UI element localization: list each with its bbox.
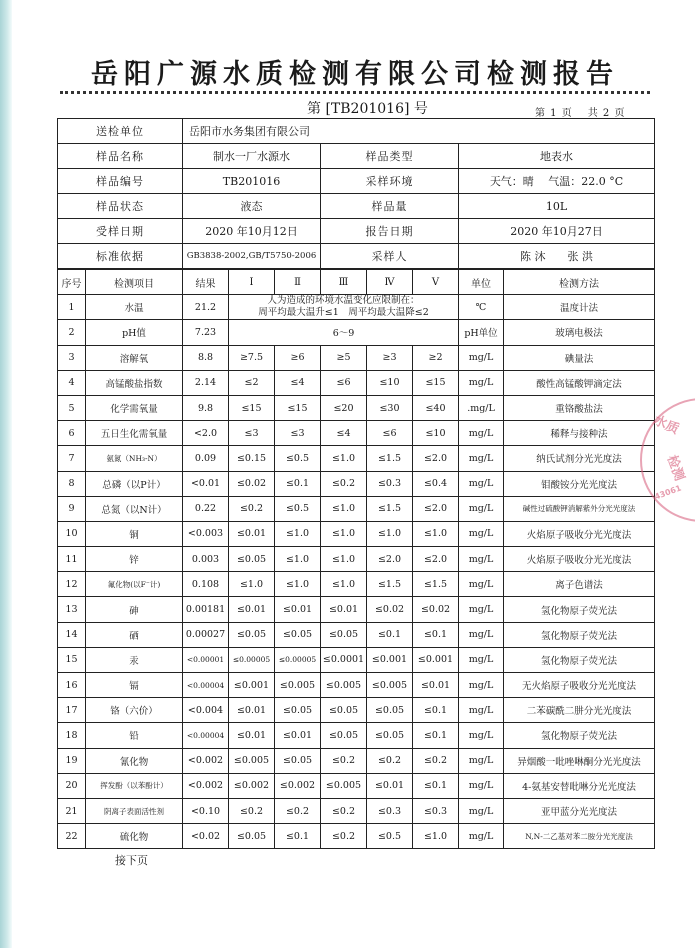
info-label: 采样环境 bbox=[321, 169, 459, 194]
cell-class-v: ≤0.1 bbox=[413, 622, 459, 647]
cell-class-i: ≤0.05 bbox=[229, 622, 275, 647]
info-value: TB201016 bbox=[183, 169, 321, 194]
ph-range: 6～9 bbox=[229, 320, 459, 345]
cell-no: 18 bbox=[58, 723, 86, 748]
cell-item: 高锰酸盐指数 bbox=[86, 370, 183, 395]
temperature-note-line: 人为造成的环境水温变化应限制在： bbox=[267, 295, 420, 307]
cell-method: 无火焰原子吸收分光光度法 bbox=[504, 673, 655, 698]
cell-unit: mg/L bbox=[459, 345, 504, 370]
table-row bbox=[58, 345, 655, 370]
column-header: 检测方法 bbox=[504, 270, 655, 295]
info-row bbox=[58, 244, 655, 269]
cell-class-ii: ≤15 bbox=[275, 395, 321, 420]
cell-no: 21 bbox=[58, 798, 86, 823]
cell-result: <0.01 bbox=[183, 471, 229, 496]
cell-item: 溶解氧 bbox=[86, 345, 183, 370]
column-header: Ⅲ bbox=[321, 270, 367, 295]
cell-unit: .mg/L bbox=[459, 395, 504, 420]
cell-class-iv: ≤0.01 bbox=[367, 773, 413, 798]
cell-result: 7.23 bbox=[183, 320, 229, 345]
cell-class-v: ≤2.0 bbox=[413, 446, 459, 471]
cell-item: 汞 bbox=[86, 647, 183, 672]
cell-class-iv: ≤0.05 bbox=[367, 698, 413, 723]
cell-class-iv: ≤1.5 bbox=[367, 496, 413, 521]
info-value: 陈 沐 张 洪 bbox=[459, 244, 655, 269]
cell-item: 总氮（以N计） bbox=[86, 496, 183, 521]
cell-class-iii: ≤20 bbox=[321, 395, 367, 420]
cell-method: 氢化物原子荧光法 bbox=[504, 622, 655, 647]
info-label: 报告日期 bbox=[321, 219, 459, 244]
page-current: 第 1 页 bbox=[535, 108, 572, 119]
cell-unit: mg/L bbox=[459, 547, 504, 572]
cell-method: N,N-二乙基对苯二胺分光光度法 bbox=[504, 824, 655, 849]
cell-class-ii: ≤4 bbox=[275, 370, 321, 395]
cell-result: 0.00027 bbox=[183, 622, 229, 647]
cell-class-iv: ≤30 bbox=[367, 395, 413, 420]
cell-no: 16 bbox=[58, 673, 86, 698]
cell-method: 酸性高锰酸钾滴定法 bbox=[504, 370, 655, 395]
cell-class-i: ≤0.01 bbox=[229, 521, 275, 546]
cell-class-v: ≤15 bbox=[413, 370, 459, 395]
cell-class-ii: ≤0.1 bbox=[275, 824, 321, 849]
cell-class-i: ≤0.02 bbox=[229, 471, 275, 496]
title-underline bbox=[60, 91, 650, 94]
info-value: 2020 年10月12日 bbox=[183, 219, 321, 244]
cell-class-iii: ≤1.0 bbox=[321, 572, 367, 597]
report-number: 第 [TB201016] 号 bbox=[307, 101, 428, 117]
cell-method: 火焰原子吸收分光光度法 bbox=[504, 521, 655, 546]
cell-unit: mg/L bbox=[459, 572, 504, 597]
column-header: Ⅱ bbox=[275, 270, 321, 295]
cell-class-v: ≤0.2 bbox=[413, 748, 459, 773]
cell-class-iii: ≥5 bbox=[321, 345, 367, 370]
cell-class-ii: ≤1.0 bbox=[275, 547, 321, 572]
info-value: 液态 bbox=[183, 194, 321, 219]
cell-class-i: ≤15 bbox=[229, 395, 275, 420]
info-value: 2020 年10月27日 bbox=[459, 219, 655, 244]
cell-unit: mg/L bbox=[459, 421, 504, 446]
cell-no: 19 bbox=[58, 748, 86, 773]
cell-method: 氢化物原子荧光法 bbox=[504, 647, 655, 672]
table-row bbox=[58, 496, 655, 521]
cell-no: 2 bbox=[58, 320, 86, 345]
cell-class-ii: ≥6 bbox=[275, 345, 321, 370]
table-row bbox=[58, 421, 655, 446]
info-label: 送检单位 bbox=[58, 119, 183, 144]
cell-class-iv: ≤0.02 bbox=[367, 597, 413, 622]
cell-class-ii: ≤0.05 bbox=[275, 698, 321, 723]
info-value: 制水一厂水源水 bbox=[183, 144, 321, 169]
cell-class-iii: ≤0.05 bbox=[321, 698, 367, 723]
cell-method: 温度计法 bbox=[504, 295, 655, 320]
cell-class-i: ≤2 bbox=[229, 370, 275, 395]
cell-class-v: ≤0.02 bbox=[413, 597, 459, 622]
cell-class-iii: ≤1.0 bbox=[321, 547, 367, 572]
info-row bbox=[58, 219, 655, 244]
cell-no: 15 bbox=[58, 647, 86, 672]
cell-class-v: ≤0.3 bbox=[413, 798, 459, 823]
page-total: 共 2 页 bbox=[587, 108, 625, 119]
cell-unit: mg/L bbox=[459, 370, 504, 395]
cell-no: 9 bbox=[58, 496, 86, 521]
cell-class-v: ≤1.0 bbox=[413, 824, 459, 849]
cell-result: <0.004 bbox=[183, 698, 229, 723]
cell-method: 亚甲蓝分光光度法 bbox=[504, 798, 655, 823]
column-header: Ⅴ bbox=[413, 270, 459, 295]
cell-class-iv: ≤2.0 bbox=[367, 547, 413, 572]
cell-method: 异烟酸一吡唑啉酮分光光度法 bbox=[504, 748, 655, 773]
cell-unit: mg/L bbox=[459, 773, 504, 798]
cell-class-iii: ≤1.0 bbox=[321, 446, 367, 471]
table-row bbox=[58, 597, 655, 622]
table-row bbox=[58, 622, 655, 647]
cell-method: 钼酸铵分光光度法 bbox=[504, 471, 655, 496]
table-row bbox=[58, 673, 655, 698]
cell-result: <0.00004 bbox=[183, 673, 229, 698]
cell-unit: ℃ bbox=[459, 295, 504, 320]
cell-class-ii: ≤0.002 bbox=[275, 773, 321, 798]
cell-result: <0.00001 bbox=[183, 647, 229, 672]
cell-no: 1 bbox=[58, 295, 86, 320]
cell-class-ii: ≤0.2 bbox=[275, 798, 321, 823]
cell-result: 8.8 bbox=[183, 345, 229, 370]
cell-unit: mg/L bbox=[459, 748, 504, 773]
cell-item: 化学需氧量 bbox=[86, 395, 183, 420]
cell-result: <0.02 bbox=[183, 824, 229, 849]
cell-class-iii: ≤0.05 bbox=[321, 622, 367, 647]
cell-method: 玻璃电极法 bbox=[504, 320, 655, 345]
cell-no: 3 bbox=[58, 345, 86, 370]
cell-unit: mg/L bbox=[459, 446, 504, 471]
cell-item: 水温 bbox=[86, 295, 183, 320]
cell-class-iv: ≤0.2 bbox=[367, 748, 413, 773]
temperature-note bbox=[229, 295, 459, 320]
report-page bbox=[55, 0, 655, 948]
cell-class-i: ≤0.001 bbox=[229, 673, 275, 698]
cell-class-i: ≤0.15 bbox=[229, 446, 275, 471]
cell-class-v: ≤0.4 bbox=[413, 471, 459, 496]
cell-class-v: ≤2.0 bbox=[413, 496, 459, 521]
column-header: 单位 bbox=[459, 270, 504, 295]
cell-result: <0.002 bbox=[183, 748, 229, 773]
cell-class-i: ≤0.01 bbox=[229, 698, 275, 723]
cell-class-i: ≥7.5 bbox=[229, 345, 275, 370]
cell-class-ii: ≤0.005 bbox=[275, 673, 321, 698]
continued-note: 接下页 bbox=[115, 854, 148, 867]
column-header: 序号 bbox=[58, 270, 86, 295]
cell-class-iv: ≤1.5 bbox=[367, 572, 413, 597]
cell-class-i: ≤0.01 bbox=[229, 723, 275, 748]
cell-class-iii: ≤0.2 bbox=[321, 748, 367, 773]
cell-no: 13 bbox=[58, 597, 86, 622]
table-row bbox=[58, 773, 655, 798]
cell-item: pH值 bbox=[86, 320, 183, 345]
standard-rows bbox=[58, 345, 655, 849]
info-value: 地表水 bbox=[459, 144, 655, 169]
cell-class-v: ≥2 bbox=[413, 345, 459, 370]
cell-no: 22 bbox=[58, 824, 86, 849]
table-row bbox=[58, 521, 655, 546]
table-row bbox=[58, 395, 655, 420]
cell-result: 0.09 bbox=[183, 446, 229, 471]
cell-class-iv: ≤0.3 bbox=[367, 798, 413, 823]
info-row bbox=[58, 144, 655, 169]
cell-no: 12 bbox=[58, 572, 86, 597]
cell-no: 8 bbox=[58, 471, 86, 496]
cell-result: <0.002 bbox=[183, 773, 229, 798]
cell-item: 铅 bbox=[86, 723, 183, 748]
cell-class-ii: ≤0.01 bbox=[275, 597, 321, 622]
cell-no: 11 bbox=[58, 547, 86, 572]
cell-item: 氨氮（NH₃-N） bbox=[86, 446, 183, 471]
info-value: 岳阳市水务集团有限公司 bbox=[183, 119, 655, 144]
cell-class-ii: ≤0.5 bbox=[275, 446, 321, 471]
cell-result: 2.14 bbox=[183, 370, 229, 395]
cell-class-v: ≤0.01 bbox=[413, 673, 459, 698]
cell-class-i: ≤0.05 bbox=[229, 547, 275, 572]
cell-unit: mg/L bbox=[459, 496, 504, 521]
cell-item: 氰化物 bbox=[86, 748, 183, 773]
cell-result: <0.00004 bbox=[183, 723, 229, 748]
stamp-text: 水质 bbox=[651, 413, 682, 438]
cell-item: 五日生化需氧量 bbox=[86, 421, 183, 446]
info-value: GB3838-2002,GB/T5750-2006 bbox=[183, 244, 321, 269]
cell-class-v: ≤2.0 bbox=[413, 547, 459, 572]
cell-unit: mg/L bbox=[459, 723, 504, 748]
info-label: 样品量 bbox=[321, 194, 459, 219]
table-row bbox=[58, 295, 655, 320]
cell-class-i: ≤0.2 bbox=[229, 496, 275, 521]
table-row bbox=[58, 446, 655, 471]
cell-method: 稀释与接种法 bbox=[504, 421, 655, 446]
table-row bbox=[58, 748, 655, 773]
cell-result: 21.2 bbox=[183, 295, 229, 320]
cell-item: 硒 bbox=[86, 622, 183, 647]
cell-method: 离子色谱法 bbox=[504, 572, 655, 597]
cell-unit: pH单位 bbox=[459, 320, 504, 345]
cell-class-iii: ≤1.0 bbox=[321, 496, 367, 521]
cell-class-iii: ≤1.0 bbox=[321, 521, 367, 546]
cell-method: 重铬酸盐法 bbox=[504, 395, 655, 420]
cell-result: 0.22 bbox=[183, 496, 229, 521]
cell-no: 6 bbox=[58, 421, 86, 446]
cell-class-iv: ≤0.001 bbox=[367, 647, 413, 672]
cell-class-v: ≤0.1 bbox=[413, 723, 459, 748]
table-row bbox=[58, 572, 655, 597]
cell-class-ii: ≤0.05 bbox=[275, 622, 321, 647]
cell-result: <0.10 bbox=[183, 798, 229, 823]
cell-class-i: ≤0.002 bbox=[229, 773, 275, 798]
info-row bbox=[58, 194, 655, 219]
cell-class-iii: ≤0.01 bbox=[321, 597, 367, 622]
cell-item: 挥发酚（以苯酚计） bbox=[86, 773, 183, 798]
cell-class-iv: ≤0.5 bbox=[367, 824, 413, 849]
info-label: 标准依据 bbox=[58, 244, 183, 269]
cell-class-ii: ≤0.5 bbox=[275, 496, 321, 521]
column-header: Ⅳ bbox=[367, 270, 413, 295]
cell-class-ii: ≤0.1 bbox=[275, 471, 321, 496]
cell-class-iv: ≤6 bbox=[367, 421, 413, 446]
cell-item: 锌 bbox=[86, 547, 183, 572]
cell-class-i: ≤3 bbox=[229, 421, 275, 446]
cell-result: 0.003 bbox=[183, 547, 229, 572]
cell-class-iv: ≤1.0 bbox=[367, 521, 413, 546]
cell-no: 10 bbox=[58, 521, 86, 546]
scan-edge bbox=[0, 0, 12, 948]
cell-method: 碘量法 bbox=[504, 345, 655, 370]
temperature-note-line: 周平均最大温升≤1 周平均最大温降≤2 bbox=[258, 307, 429, 319]
column-header: Ⅰ bbox=[229, 270, 275, 295]
cell-class-iv: ≤0.005 bbox=[367, 673, 413, 698]
cell-no: 7 bbox=[58, 446, 86, 471]
cell-unit: mg/L bbox=[459, 647, 504, 672]
table-row bbox=[58, 471, 655, 496]
cell-item: 硫化物 bbox=[86, 824, 183, 849]
cell-item: 砷 bbox=[86, 597, 183, 622]
cell-class-iii: ≤0.05 bbox=[321, 723, 367, 748]
cell-class-v: ≤1.5 bbox=[413, 572, 459, 597]
cell-class-iii: ≤0.2 bbox=[321, 471, 367, 496]
cell-class-v: ≤0.001 bbox=[413, 647, 459, 672]
info-label: 受样日期 bbox=[58, 219, 183, 244]
cell-class-iii: ≤0.005 bbox=[321, 773, 367, 798]
cell-class-v: ≤0.1 bbox=[413, 698, 459, 723]
cell-no: 17 bbox=[58, 698, 86, 723]
table-row bbox=[58, 547, 655, 572]
cell-class-i: ≤0.01 bbox=[229, 597, 275, 622]
info-value: 10L bbox=[459, 194, 655, 219]
cell-class-v: ≤10 bbox=[413, 421, 459, 446]
cell-no: 5 bbox=[58, 395, 86, 420]
cell-method: 4-氨基安替吡啉分光光度法 bbox=[504, 773, 655, 798]
cell-class-iii: ≤0.0001 bbox=[321, 647, 367, 672]
table-header-row bbox=[58, 270, 655, 295]
cell-no: 20 bbox=[58, 773, 86, 798]
cell-class-i: ≤0.005 bbox=[229, 748, 275, 773]
cell-class-iv: ≤1.5 bbox=[367, 446, 413, 471]
cell-class-ii: ≤0.01 bbox=[275, 723, 321, 748]
cell-class-ii: ≤1.0 bbox=[275, 521, 321, 546]
cell-unit: mg/L bbox=[459, 622, 504, 647]
cell-method: 碱性过硫酸钾消解紫外分光光度法 bbox=[504, 496, 655, 521]
cell-method: 氢化物原子荧光法 bbox=[504, 597, 655, 622]
cell-item: 阴离子表面活性剂 bbox=[86, 798, 183, 823]
cell-unit: mg/L bbox=[459, 673, 504, 698]
info-label: 样品状态 bbox=[58, 194, 183, 219]
cell-unit: mg/L bbox=[459, 798, 504, 823]
table-row bbox=[58, 723, 655, 748]
cell-class-ii: ≤0.05 bbox=[275, 748, 321, 773]
cell-item: 铬（六价） bbox=[86, 698, 183, 723]
info-row bbox=[58, 169, 655, 194]
info-label: 样品类型 bbox=[321, 144, 459, 169]
cell-method: 火焰原子吸收分光光度法 bbox=[504, 547, 655, 572]
info-label: 样品名称 bbox=[58, 144, 183, 169]
cell-class-v: ≤0.1 bbox=[413, 773, 459, 798]
cell-class-iii: ≤0.005 bbox=[321, 673, 367, 698]
cell-class-iii: ≤0.2 bbox=[321, 798, 367, 823]
cell-unit: mg/L bbox=[459, 597, 504, 622]
cell-unit: mg/L bbox=[459, 521, 504, 546]
cell-class-iv: ≥3 bbox=[367, 345, 413, 370]
sample-info-table bbox=[57, 118, 655, 269]
cell-item: 氟化物(以F⁻计) bbox=[86, 572, 183, 597]
column-header: 结果 bbox=[183, 270, 229, 295]
cell-result: <2.0 bbox=[183, 421, 229, 446]
cell-unit: mg/L bbox=[459, 471, 504, 496]
cell-item: 镉 bbox=[86, 673, 183, 698]
cell-class-i: ≤1.0 bbox=[229, 572, 275, 597]
page-info bbox=[535, 104, 624, 119]
cell-item: 铜 bbox=[86, 521, 183, 546]
cell-result: 0.108 bbox=[183, 572, 229, 597]
cell-class-iv: ≤0.1 bbox=[367, 622, 413, 647]
cell-class-iv: ≤0.3 bbox=[367, 471, 413, 496]
info-label: 采样人 bbox=[321, 244, 459, 269]
info-label: 样品编号 bbox=[58, 169, 183, 194]
table-row bbox=[58, 798, 655, 823]
cell-no: 14 bbox=[58, 622, 86, 647]
cell-method: 氢化物原子荧光法 bbox=[504, 723, 655, 748]
cell-method: 二苯碳酰二肼分光光度法 bbox=[504, 698, 655, 723]
table-row bbox=[58, 824, 655, 849]
cell-class-iii: ≤4 bbox=[321, 421, 367, 446]
cell-unit: mg/L bbox=[459, 824, 504, 849]
cell-result: 0.00181 bbox=[183, 597, 229, 622]
cell-result: <0.003 bbox=[183, 521, 229, 546]
cell-class-i: ≤0.05 bbox=[229, 824, 275, 849]
table-row bbox=[58, 320, 655, 345]
info-row bbox=[58, 119, 655, 144]
cell-class-ii: ≤1.0 bbox=[275, 572, 321, 597]
results-table bbox=[57, 269, 655, 849]
cell-class-iv: ≤0.05 bbox=[367, 723, 413, 748]
report-title: 岳阳广源水质检测有限公司检测报告 bbox=[91, 59, 619, 90]
cell-class-v: ≤40 bbox=[413, 395, 459, 420]
cell-result: 9.8 bbox=[183, 395, 229, 420]
cell-class-ii: ≤0.00005 bbox=[275, 647, 321, 672]
info-value: 天气：晴 气温：22.0 °C bbox=[459, 169, 655, 194]
cell-class-iii: ≤6 bbox=[321, 370, 367, 395]
table-row bbox=[58, 647, 655, 672]
cell-class-ii: ≤3 bbox=[275, 421, 321, 446]
cell-method: 纳氏试剂分光光度法 bbox=[504, 446, 655, 471]
cell-class-v: ≤1.0 bbox=[413, 521, 459, 546]
column-header: 检测项目 bbox=[86, 270, 183, 295]
cell-class-i: ≤0.00005 bbox=[229, 647, 275, 672]
cell-class-i: ≤0.2 bbox=[229, 798, 275, 823]
stamp-text: 43061 bbox=[653, 483, 683, 502]
cell-item: 总磷（以P计） bbox=[86, 471, 183, 496]
table-row bbox=[58, 370, 655, 395]
table-row bbox=[58, 698, 655, 723]
cell-class-iv: ≤10 bbox=[367, 370, 413, 395]
stamp-text: 检测 bbox=[663, 453, 687, 483]
cell-no: 4 bbox=[58, 370, 86, 395]
cell-unit: mg/L bbox=[459, 698, 504, 723]
cell-class-iii: ≤0.2 bbox=[321, 824, 367, 849]
